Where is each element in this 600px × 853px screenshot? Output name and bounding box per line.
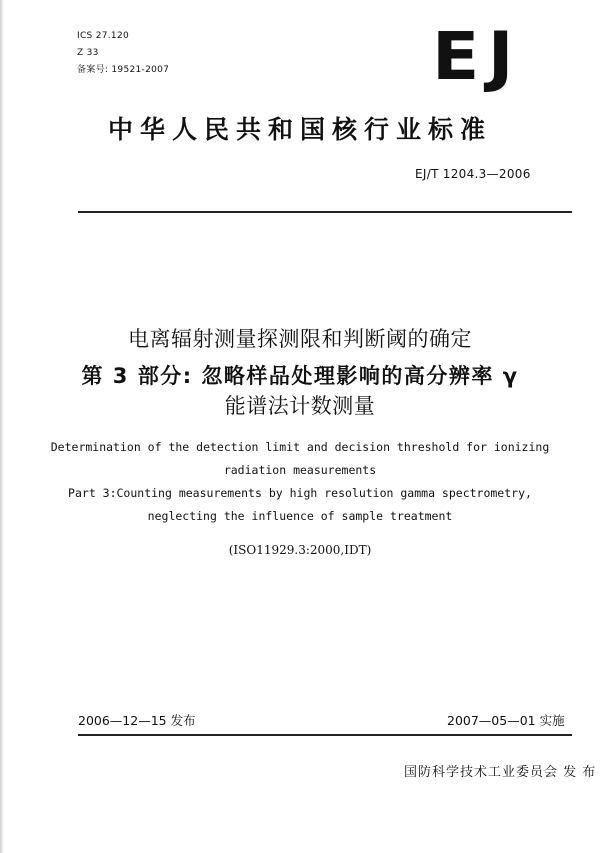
adoption-note: (ISO11929.3:2000,IDT) bbox=[228, 543, 372, 557]
cn-title-line-3: 能谱法计数测量 bbox=[224, 394, 376, 418]
en-title-line-2: radiation measurements bbox=[223, 463, 377, 477]
issuing-authority: 国防科学技术工业委员会 发 布 bbox=[404, 765, 597, 780]
cn-title-line-1: 电离辐射测量探测限和判断阈的确定 bbox=[128, 327, 472, 351]
ej-logo: EJ bbox=[432, 18, 522, 95]
bottom-divider bbox=[78, 734, 572, 736]
record-number: 备案号: 19521-2007 bbox=[77, 65, 170, 75]
standard-type-title: 中华人民共和国核行业标准 bbox=[107, 115, 492, 144]
en-title-line-1: Determination of the detection limit and decision threshold for ionizing bbox=[50, 440, 550, 454]
standard-number: EJ/T 1204.3—2006 bbox=[415, 167, 531, 181]
issue-date: 2006—12—15 发布 bbox=[78, 713, 196, 728]
cn-title-line-2: 第 3 部分: 忽略样品处理影响的高分辨率 γ bbox=[81, 364, 519, 388]
top-divider bbox=[78, 211, 572, 213]
en-title-line-4: neglecting the influence of sample treatment bbox=[147, 509, 453, 523]
en-title-line-3: Part 3:Counting measurements by high resolution gamma spectrometry, bbox=[68, 486, 532, 500]
implementation-date: 2007—05—01 实施 bbox=[447, 713, 565, 728]
ics-code: ICS 27.120 bbox=[77, 31, 130, 41]
classification-block bbox=[77, 28, 169, 79]
category-code: Z 33 bbox=[77, 48, 99, 58]
